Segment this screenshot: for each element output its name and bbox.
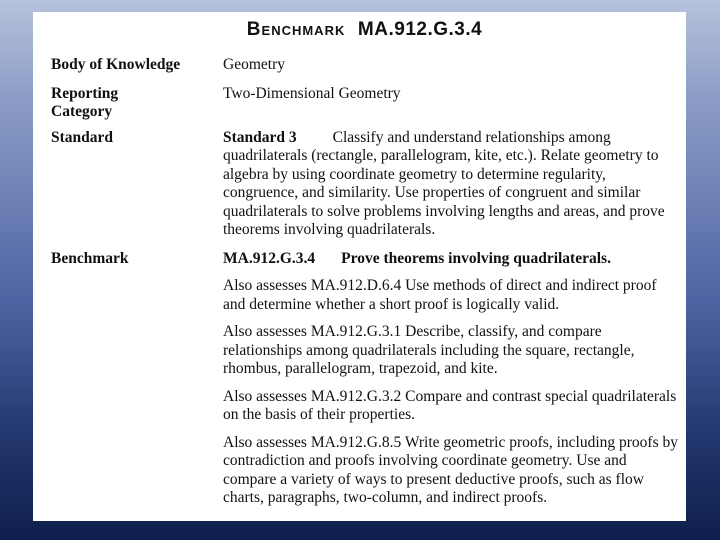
benchmark-code: MA.912.G.3.4: [223, 249, 316, 267]
row-standard: [51, 129, 678, 240]
label-reporting-line2: Category: [51, 103, 113, 120]
title-word: Benchmark: [246, 19, 346, 40]
row-reporting-category: [51, 85, 678, 122]
label-reporting-line1: Reporting: [51, 84, 119, 102]
also-assesses-item: Also assesses MA.912.G.8.5 Write geometric proofs, including proofs by contradiction and proofs involving coordinate geometry. Use and compare a variety of ways to present deductive proofs, such as flow charts, paragraphs, two-column, and indirect proofs.: [223, 433, 678, 506]
label-standard: Standard: [51, 128, 114, 146]
also-assesses-item: Also assesses MA.912.G.3.1 Describe, classify, and compare relationships among quadrilaterals including the square, rectangle, rhombus, parallelogram, trapezoid, and kite.: [223, 323, 635, 377]
label-body-of-knowledge: Body of Knowledge: [51, 56, 181, 73]
value-reporting-category: Two-Dimensional Geometry: [223, 84, 401, 102]
benchmark-statement-line: [223, 250, 678, 269]
value-benchmark: [223, 250, 678, 508]
benchmark-statement: Prove theorems involving quadrilaterals.: [341, 249, 611, 267]
standard-text: Classify and understand relationships among quadrilaterals (rectangle, parallelogram, kite, etc.). Relate geometry to algebra by using coordinate geometry to determine regularity, congruence, and similarity. Use properties of congruent and similar quadrilaterals to solve problems involving lengths and areas, and prove theorems involving quadrilaterals.: [223, 128, 665, 238]
also-assesses-item: Also assesses MA.912.D.6.4 Use methods of direct and indirect proof and determine whether a short proof is logically valid.: [223, 277, 657, 313]
title-code: MA.912.G.3.4: [357, 19, 483, 40]
standard-number: Standard 3: [223, 128, 297, 146]
value-standard: [223, 129, 678, 240]
value-body-of-knowledge: Geometry: [223, 56, 285, 73]
also-assesses-item: Also assesses MA.912.G.3.2 Compare and contrast special quadrilaterals on the basis of their properties.: [223, 387, 677, 423]
benchmark-card: [33, 12, 686, 521]
label-reporting-category: [51, 85, 223, 122]
row-body-of-knowledge: [51, 56, 678, 75]
page-title: [51, 12, 678, 51]
row-benchmark: [51, 250, 678, 508]
label-benchmark: Benchmark: [51, 249, 129, 267]
